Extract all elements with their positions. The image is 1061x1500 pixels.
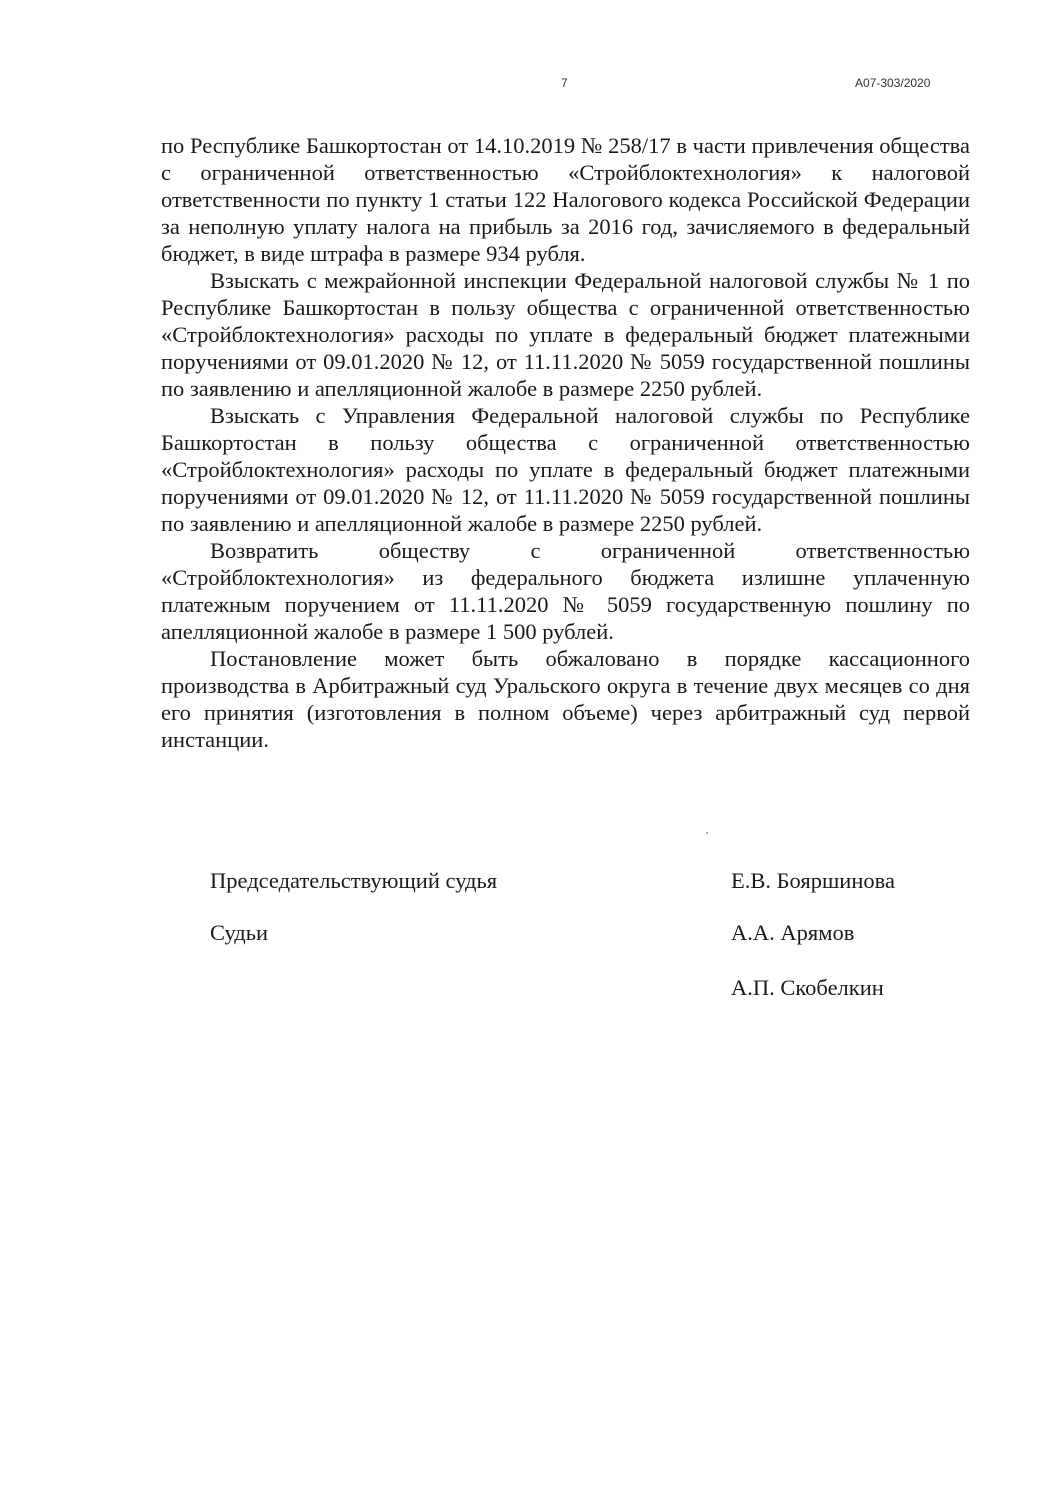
- paragraph-refund: Возвратить обществу с ограниченной ответственностью «Стройблоктехнология» из федерального бюджета излишне уплаченную платежным поручением от 11.11.2020 № 5059 государственную пошлину по апелляционной жалобе в размере 1 500 рублей.: [161, 538, 970, 644]
- paragraph-appeal-notice: Постановление может быть обжаловано в порядке кассационного производства в Арбитражный суд Уральского округа в течение двух месяцев со дня его принятия (изготовления в полном объеме) через арбитражный суд первой инстанции.: [161, 646, 970, 752]
- paragraph-recover-inspection: Взыскать с межрайонной инспекции Федеральной налоговой службы № 1 по Республике Башкортостан в пользу общества с ограниченной ответственностью «Стройблоктехнология» расходы по уплате в федеральный бюджет платежными поручениями от 09.01.2020 № 12, от 11.11.2020 № 5059 государственной пошлины по заявлению и апелляционной жалобе в размере 2250 рублей.: [161, 268, 970, 401]
- page-number: 7: [561, 76, 568, 90]
- page-header: [0, 76, 1061, 96]
- judge-name-2: А.П. Скобелкин: [731, 975, 884, 1000]
- scan-speck: [706, 832, 708, 834]
- document-body: [161, 132, 970, 753]
- case-number: А07-303/2020: [855, 76, 931, 90]
- paragraph-continuation: по Республике Башкортостан от 14.10.2019 № 258/17 в части привлечения общества с ограниченной ответственностью «Стройблоктехнология» к налоговой ответственности по пункту 1 статьи 122 Налогового кодекса Российской Федерации за неполную уплату налога на прибыль за 2016 год, зачисляемого в федеральный бюджет, в виде штрафа в размере 934 рубля.: [161, 133, 970, 266]
- judge-name-1: А.А. Арямов: [731, 920, 855, 945]
- presiding-judge-name: Е.В. Бояршинова: [731, 868, 895, 893]
- paragraph-recover-directorate: Взыскать с Управления Федеральной налоговой службы по Республике Башкортостан в пользу общества с ограниченной ответственностью «Стройблоктехнология» расходы по уплате в федеральный бюджет платежными поручениями от 09.01.2020 № 12, от 11.11.2020 № 5059 государственной пошлины по заявлению и апелляционной жалобе в размере 2250 рублей.: [161, 403, 970, 536]
- presiding-judge-role: Председательствующий судья: [210, 868, 498, 893]
- judges-role: Судьи: [210, 920, 269, 945]
